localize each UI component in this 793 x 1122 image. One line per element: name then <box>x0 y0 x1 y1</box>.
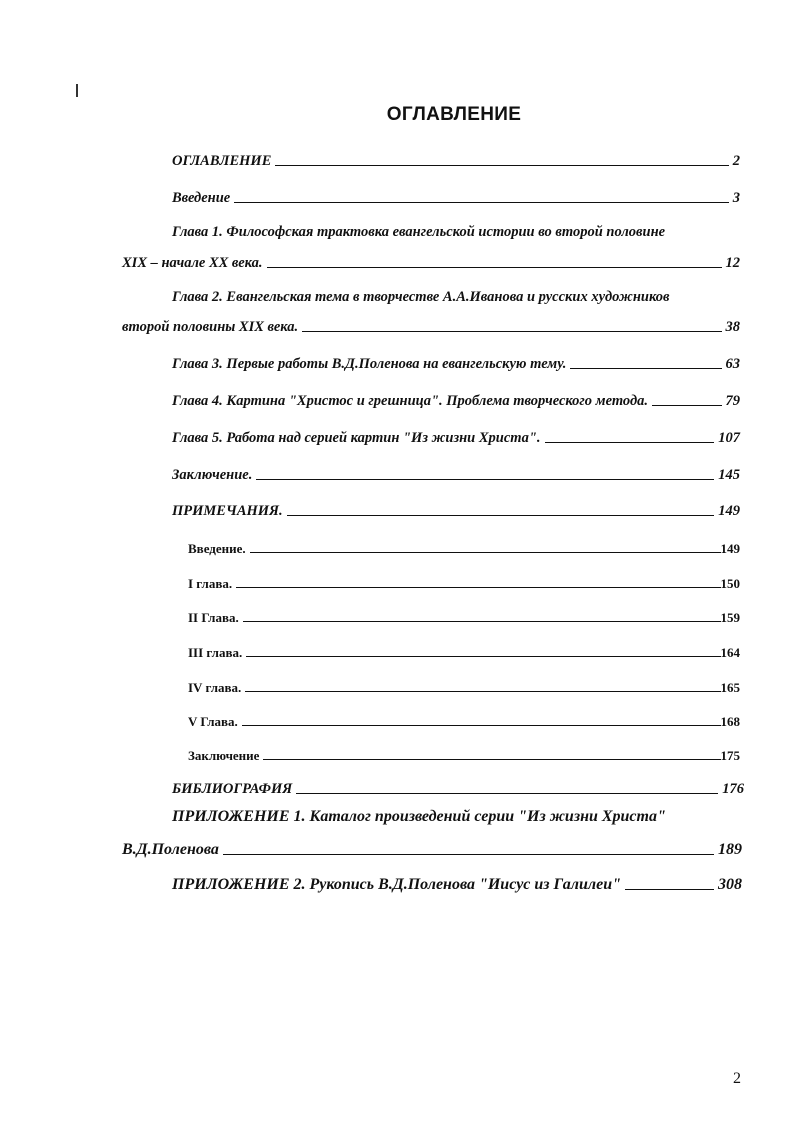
toc-entry-label: второй половины XIX века. <box>122 319 299 335</box>
toc-entry-chapter-1-line1[interactable]: Глава 1. Философская трактовка евангельской истории во второй половине <box>172 224 666 240</box>
leader-line <box>234 202 729 203</box>
toc-entry-chapter-4[interactable] <box>172 390 740 410</box>
toc-entry-page: 164 <box>720 645 740 660</box>
leader-line <box>302 331 721 332</box>
leader-line <box>256 479 714 480</box>
toc-entry-introduction[interactable] <box>172 187 740 207</box>
toc-entry-chapter-5[interactable] <box>172 427 740 447</box>
toc-entry-page: 176 <box>722 781 744 797</box>
toc-entry-page: 149 <box>718 503 740 519</box>
toc-entry-page: 145 <box>718 467 740 483</box>
toc-entry-page: 2 <box>732 153 740 169</box>
toc-entry-chapter-2-line1[interactable]: Глава 2. Евангельская тема в творчестве А.А.Иванова и русских художников <box>172 289 670 305</box>
toc-entry-page: 12 <box>725 255 740 271</box>
toc-entry-contents[interactable] <box>172 150 740 170</box>
toc-entry-chapter-1[interactable] <box>122 252 740 272</box>
toc-entry-label: Заключение. <box>172 467 253 483</box>
toc-entry-page: 150 <box>720 576 740 591</box>
leader-line <box>263 759 720 760</box>
toc-entry-label: III глава. <box>188 645 243 660</box>
toc-entry-label: IV глава. <box>188 680 242 695</box>
toc-entry-page: 107 <box>718 430 740 446</box>
toc-entry-conclusion[interactable] <box>172 464 740 484</box>
toc-entry-label: В.Д.Поленова <box>122 841 219 858</box>
leader-line <box>652 405 721 406</box>
toc-entry-page: 3 <box>732 190 740 206</box>
notes-entry-conclusion[interactable] <box>188 744 740 764</box>
toc-entry-chapter-2[interactable] <box>122 316 740 336</box>
leader-line <box>287 515 715 516</box>
toc-entry-label: ПРИЛОЖЕНИЕ 2. Рукопись В.Д.Поленова "Иисус из Галилеи" <box>172 876 622 893</box>
leader-line <box>242 725 721 726</box>
leader-line <box>625 889 714 890</box>
notes-entry-chapter-4[interactable] <box>188 676 740 696</box>
leader-line <box>296 793 718 794</box>
toc-entry-label: Заключение <box>188 748 260 763</box>
toc-entry-label: II Глава. <box>188 610 239 625</box>
toc-entry-label: V Глава. <box>188 714 238 729</box>
toc-entry-label: ОГЛАВЛЕНИЕ <box>172 153 272 169</box>
toc-entry-page: 175 <box>720 748 740 763</box>
notes-entry-chapter-3[interactable] <box>188 641 740 661</box>
toc-entry-label: Глава 5. Работа над серией картин "Из жизни Христа". <box>172 430 541 446</box>
leader-line <box>223 854 714 855</box>
toc-entry-label: БИБЛИОГРАФИЯ <box>172 781 293 797</box>
leader-line <box>275 165 728 166</box>
leader-line <box>236 587 720 588</box>
toc-entry-page: 165 <box>720 680 740 695</box>
toc-entry-label: Глава 4. Картина "Христос и грешница". Проблема творческого метода. <box>172 393 649 409</box>
leader-line <box>545 442 715 443</box>
leader-line <box>570 368 721 369</box>
toc-entry-label: Глава 3. Первые работы В.Д.Поленова на евангельскую тему. <box>172 356 567 372</box>
notes-entry-chapter-5[interactable] <box>188 710 740 730</box>
toc-entry-chapter-3[interactable] <box>172 353 740 373</box>
leader-line <box>246 656 720 657</box>
toc-entry-appendix-1-line1[interactable]: ПРИЛОЖЕНИЕ 1. Каталог произведений серии "Из жизни Христа" <box>172 808 666 825</box>
toc-entry-appendix-1[interactable] <box>122 839 742 859</box>
toc-entry-label: I глава. <box>188 576 233 591</box>
notes-entry-chapter-1[interactable] <box>188 572 740 592</box>
notes-entry-introduction[interactable] <box>188 537 740 557</box>
page-number: 2 <box>733 1070 741 1087</box>
toc-entry-page: 38 <box>725 319 740 335</box>
toc-entry-page: 63 <box>725 356 740 372</box>
leader-line <box>250 552 721 553</box>
toc-entry-label: Введение. <box>188 541 246 556</box>
page-title: ОГЛАВЛЕНИЕ <box>386 104 522 125</box>
toc-entry-label: Введение <box>172 190 231 206</box>
toc-entry-page: 168 <box>720 714 740 729</box>
toc-entry-page: 149 <box>720 541 740 556</box>
toc-entry-page: 159 <box>720 610 740 625</box>
toc-entry-page: 189 <box>718 841 742 858</box>
toc-entry-bibliography[interactable] <box>172 778 744 798</box>
toc-entry-appendix-2[interactable] <box>172 874 742 894</box>
toc-entry-notes[interactable] <box>172 500 740 520</box>
leader-line <box>243 621 721 622</box>
toc-entry-page: 308 <box>718 876 742 893</box>
toc-entry-label: XIX – начале XX века. <box>122 255 263 271</box>
notes-entry-chapter-2[interactable] <box>188 606 740 626</box>
toc-entry-label: ПРИМЕЧАНИЯ. <box>172 503 283 519</box>
leader-line <box>245 691 720 692</box>
toc-entry-page: 79 <box>725 393 740 409</box>
leader-line <box>267 267 722 268</box>
